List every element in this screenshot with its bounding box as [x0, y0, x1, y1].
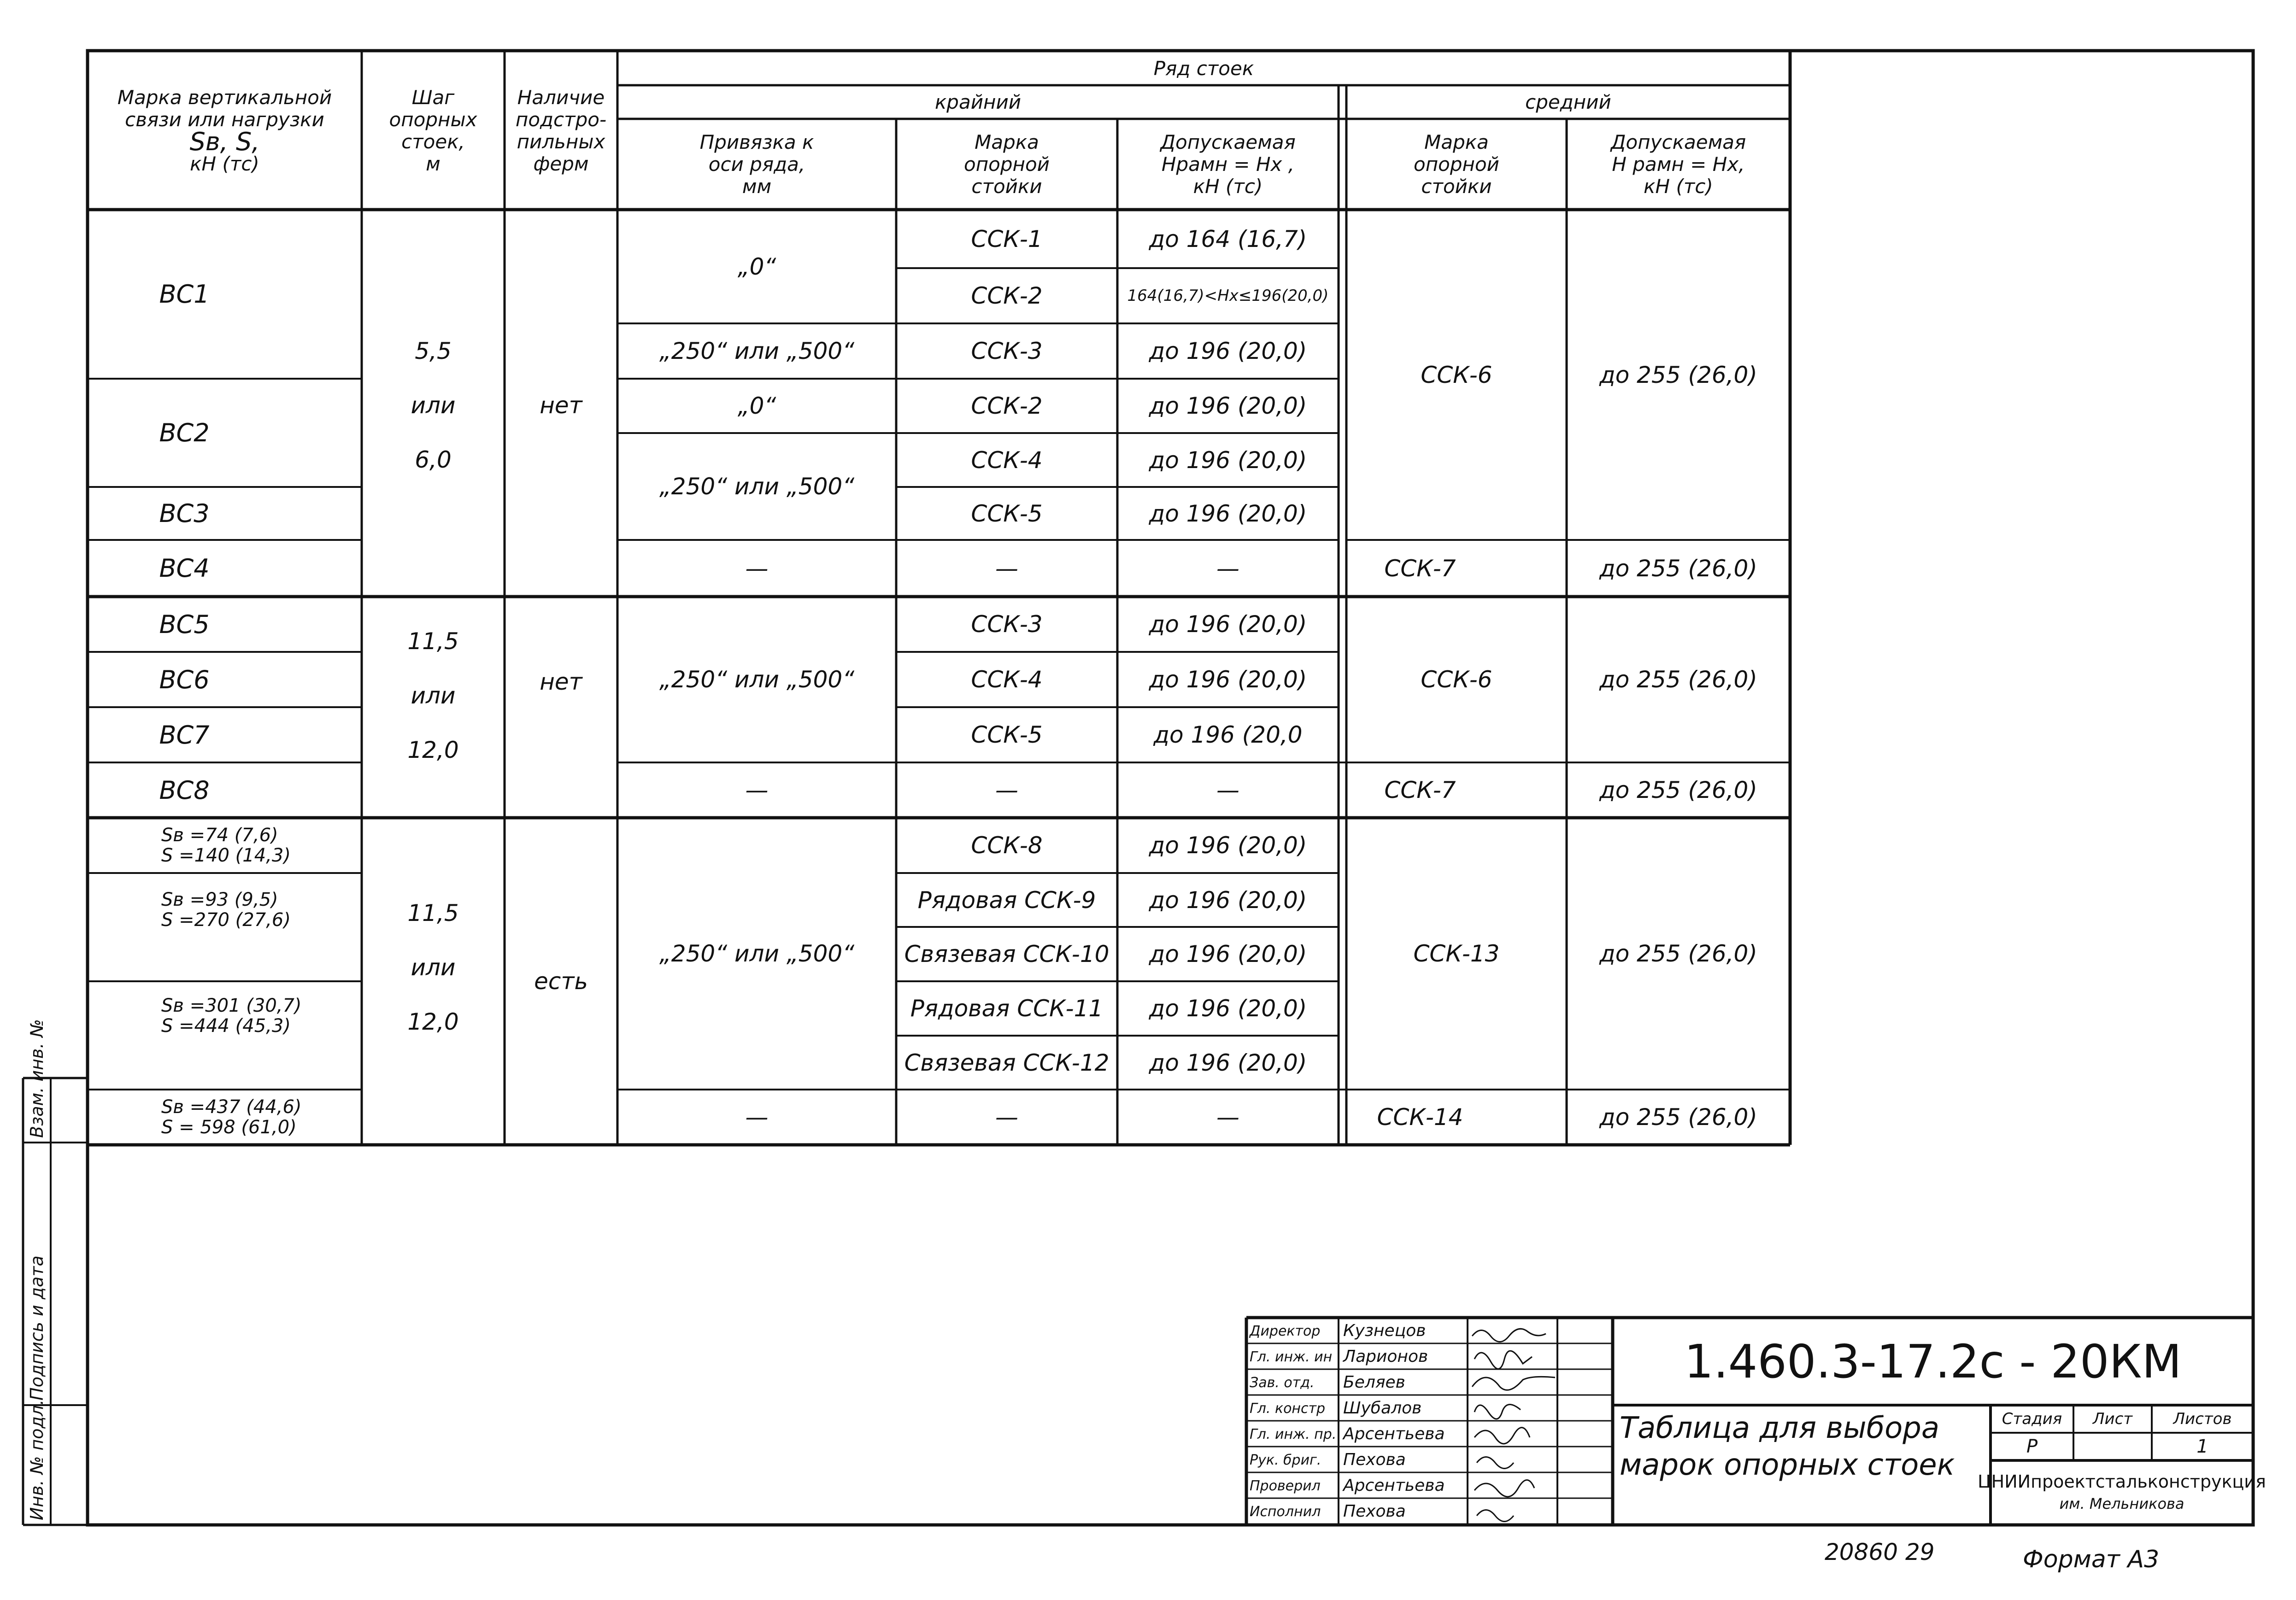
- g1-bind-4: „250“ или „500“: [659, 473, 855, 500]
- g2-mark-1: ВС5: [159, 610, 210, 639]
- g3-step-line: или: [411, 954, 456, 981]
- g1-mid-mark-2: ССК-7: [1384, 555, 1456, 582]
- g1-edge-mark-6: ССК-5: [971, 500, 1043, 527]
- g2-mid-mark-1: ССК-6: [1421, 666, 1492, 693]
- header-col-mark-line: связи или нагрузки: [125, 108, 324, 131]
- g3-step-line: 12,0: [407, 1008, 459, 1035]
- g1-mark-3: ВС3: [159, 499, 210, 528]
- g1-edge-mark-7: —: [995, 555, 1018, 582]
- g1-step-line: 6,0: [415, 446, 452, 473]
- header-edge-mark: [896, 119, 1117, 210]
- header-line: опорной: [1414, 152, 1499, 176]
- header-edge: крайний: [934, 90, 1022, 113]
- g1-edge-allow-6: до 196 (20,0): [1149, 500, 1307, 527]
- header-col-mark-line: кН (тс): [190, 152, 259, 175]
- g2-step-line: или: [411, 682, 456, 709]
- g3-edge-mark-6: —: [995, 1104, 1018, 1131]
- header-line: оси ряда,: [708, 152, 805, 176]
- header-line: Допускаемая: [1160, 130, 1296, 153]
- header-col-step: [362, 52, 505, 210]
- g1-edge-allow-1: до 164 (16,7): [1149, 225, 1307, 252]
- g1-edge-mark-4: ССК-2: [971, 393, 1043, 419]
- g1-bind-5: —: [745, 555, 769, 582]
- header-row-group: Ряд стоек: [1153, 57, 1254, 80]
- stage-label: Стадия: [2002, 1410, 2062, 1428]
- side-label-signature-date: Подпись и дата: [27, 1255, 47, 1401]
- stamp-name: Пехова: [1343, 1502, 1406, 1521]
- g3-edge-allow-4: до 196 (20,0): [1149, 995, 1307, 1022]
- header-col-mark-line: Марка вертикальной: [117, 86, 332, 109]
- g2-edge-allow-3: до 196 (20,0: [1153, 721, 1303, 748]
- g3-mid-mark-1: ССК-13: [1413, 940, 1500, 967]
- g3-bind-2: —: [745, 1104, 769, 1131]
- sheet-title: [1620, 1410, 1988, 1483]
- g3-mid-allow-2: до 255 (26,0): [1599, 1104, 1757, 1131]
- stamp-name: Беляев: [1343, 1373, 1405, 1392]
- header-line: стойки: [971, 175, 1042, 198]
- footer-format: Формат А3: [2023, 1546, 2160, 1573]
- stamp-role: Проверил: [1250, 1478, 1321, 1494]
- header-line: Марка: [975, 130, 1039, 153]
- g2-mark-3: ВС7: [159, 720, 210, 750]
- g3-mark-line: Sв =93 (9,5): [161, 889, 278, 910]
- header-col-step-line: стоек,: [401, 130, 465, 153]
- stamp-name: Арсентьева: [1343, 1424, 1445, 1443]
- header-line: Допускаемая: [1610, 130, 1746, 153]
- signatures: [1472, 1329, 1555, 1521]
- organization-name: ЦНИИпроектстальконструкция: [1978, 1471, 2266, 1492]
- g3-edge-allow-6: —: [1216, 1104, 1239, 1131]
- document-code: 1.460.3-17.2с - 20КМ: [1684, 1334, 2182, 1389]
- header-edge-bind: [617, 119, 896, 210]
- g2-mid-allow-1: до 255 (26,0): [1599, 666, 1757, 693]
- g2-step-line: 12,0: [407, 737, 459, 763]
- g1-mid-allow-1: до 255 (26,0): [1599, 361, 1757, 388]
- organization: [1978, 1460, 2266, 1525]
- g1-edge-allow-7: —: [1216, 555, 1239, 582]
- g1-edge-allow-4: до 196 (20,0): [1149, 393, 1307, 419]
- stamp-role: Рук. бриг.: [1250, 1452, 1321, 1468]
- header-col-truss: [505, 52, 617, 210]
- g3-edge-allow-1: до 196 (20,0): [1149, 832, 1307, 859]
- g2-bind-1: „250“ или „500“: [659, 666, 855, 693]
- g3-mark-line: S = 598 (61,0): [161, 1117, 297, 1138]
- g3-edge-mark-1: ССК-8: [971, 832, 1043, 859]
- header-col-truss-line: Наличие: [517, 86, 605, 109]
- g2-mid-allow-2: до 255 (26,0): [1599, 777, 1757, 803]
- g1-mark-2: ВС2: [159, 418, 210, 447]
- g3-edge-mark-5: Связевая ССК-12: [904, 1049, 1110, 1076]
- g2-mark-4: ВС8: [159, 775, 210, 805]
- stamp-role: Гл. инж. ин: [1250, 1349, 1333, 1365]
- header-col-truss-line: ферм: [533, 152, 589, 175]
- g1-bind-2: „250“ или „500“: [659, 338, 855, 364]
- stamp-name: Пехова: [1343, 1450, 1406, 1469]
- g1-edge-mark-5: ССК-4: [971, 446, 1043, 474]
- stamp-name: Кузнецов: [1343, 1321, 1426, 1340]
- g1-edge-mark-1: ССК-1: [971, 225, 1043, 252]
- g3-mark-line: Sв =301 (30,7): [161, 995, 302, 1016]
- header-col-mark-line: Sв, S,: [189, 127, 260, 156]
- organization-sub: им. Мельникова: [2059, 1495, 2184, 1512]
- header-col-mark: [88, 52, 362, 210]
- stamp-role: Директор: [1250, 1323, 1321, 1339]
- g1-step: [362, 323, 505, 487]
- header-line: Привязка к: [699, 130, 814, 153]
- header-col-truss-line: пильных: [517, 130, 605, 153]
- g3-edge-mark-2: Рядовая ССК-9: [917, 886, 1096, 914]
- g2-edge-allow-1: до 196 (20,0): [1149, 611, 1307, 638]
- g3-edge-allow-2: до 196 (20,0): [1149, 886, 1307, 914]
- g3-mark-line: S =444 (45,3): [161, 1015, 291, 1037]
- g3-mark-line: Sв =74 (7,6): [161, 825, 278, 846]
- header-line: кН (тс): [1644, 175, 1713, 198]
- header-line: H рамн = Hx,: [1612, 152, 1745, 176]
- stamp-role: Зав. отд.: [1250, 1375, 1315, 1391]
- header-line: Hрамн = Hx ,: [1161, 152, 1295, 176]
- header-mid-allow: [1567, 119, 1790, 210]
- g1-mid-mark-1: ССК-6: [1421, 361, 1492, 388]
- sheet-title-line: марок опорных стоек: [1620, 1448, 1955, 1482]
- g3-mark-line: S =140 (14,3): [161, 845, 291, 866]
- g1-bind-1: „0“: [737, 253, 776, 280]
- header-col-truss-line: подстро-: [515, 108, 607, 131]
- g2-edge-mark-2: ССК-4: [971, 666, 1043, 693]
- g3-bind-1: „250“ или „500“: [659, 940, 855, 967]
- g3-edge-allow-3: до 196 (20,0): [1149, 941, 1307, 967]
- g2-step: [362, 613, 505, 779]
- stamp-role: Гл. инж. пр.: [1250, 1426, 1337, 1442]
- g1-step-line: 5,5: [415, 337, 452, 364]
- g1-edge-allow-2: 164(16,7)<Hx≤196(20,0): [1127, 287, 1329, 305]
- stamp-name: Арсентьева: [1343, 1476, 1445, 1495]
- header-col-step-line: Шаг: [411, 86, 455, 109]
- sheet-title-line: Таблица для выбора: [1620, 1411, 1940, 1445]
- g1-edge-allow-5: до 196 (20,0): [1149, 446, 1307, 474]
- g3-edge-allow-5: до 196 (20,0): [1149, 1049, 1307, 1076]
- g2-step-line: 11,5: [407, 628, 459, 655]
- g1-edge-mark-3: ССК-3: [971, 338, 1043, 364]
- g3-mark-2: [88, 873, 291, 947]
- g3-step: [362, 885, 505, 1050]
- g2-bind-2: —: [745, 777, 769, 803]
- side-label-replace-inv: Взам. инв. №: [27, 1019, 47, 1138]
- g1-edge-mark-2: ССК-2: [971, 282, 1043, 309]
- header-line: мм: [742, 175, 772, 198]
- g3-mark-line: Sв =437 (44,6): [161, 1096, 302, 1118]
- g2-mark-2: ВС6: [159, 665, 210, 694]
- stamp-role: Исполнил: [1250, 1504, 1321, 1520]
- g3-mark-line: S =270 (27,6): [161, 909, 291, 931]
- g3-mid-mark-2: ССК-14: [1377, 1104, 1463, 1131]
- header-line: Марка: [1424, 130, 1489, 153]
- sheet-label: Лист: [2092, 1410, 2133, 1428]
- g3-edge-mark-4: Рядовая ССК-11: [910, 995, 1104, 1022]
- g2-edge-allow-4: —: [1216, 777, 1239, 803]
- g2-edge-mark-1: ССК-3: [971, 611, 1043, 638]
- g3-mark-1: [88, 818, 291, 873]
- g1-bind-3: „0“: [737, 393, 776, 419]
- header-line: кН (тс): [1193, 175, 1263, 198]
- g2-edge-allow-2: до 196 (20,0): [1149, 666, 1307, 693]
- g3-truss: есть: [534, 968, 588, 995]
- header-col-step-line: опорных: [389, 108, 477, 131]
- g1-step-line: или: [411, 392, 456, 419]
- sheets-value: 1: [2196, 1436, 2208, 1457]
- header-line: стойки: [1421, 175, 1492, 198]
- stamp-name: Ларионов: [1343, 1347, 1428, 1366]
- sheets-label: Листов: [2173, 1410, 2232, 1428]
- g3-mark-4: [88, 1090, 302, 1145]
- g1-edge-allow-3: до 196 (20,0): [1149, 338, 1307, 364]
- g3-mid-allow-1: до 255 (26,0): [1599, 940, 1757, 967]
- g1-mid-allow-2: до 255 (26,0): [1599, 555, 1757, 582]
- header-line: опорной: [964, 152, 1050, 176]
- g2-edge-mark-3: ССК-5: [971, 721, 1043, 748]
- g3-edge-mark-3: Связевая ССК-10: [904, 941, 1110, 967]
- header-middle: средний: [1525, 90, 1611, 113]
- g1-truss: нет: [540, 392, 582, 419]
- header-col-step-line: м: [426, 152, 440, 175]
- header-edge-allow: [1117, 119, 1339, 210]
- stamp-name: Шубалов: [1343, 1399, 1422, 1418]
- side-label-inv-original: Инв. № подл.: [27, 1399, 47, 1520]
- g2-edge-mark-4: —: [995, 777, 1018, 803]
- g1-mark-1: ВС1: [159, 280, 210, 309]
- stamp-role: Гл. констр: [1250, 1401, 1326, 1417]
- stage-value: Р: [2026, 1436, 2038, 1457]
- g3-mark-3: [88, 981, 302, 1050]
- header-mid-mark: [1346, 119, 1567, 210]
- g2-mid-mark-2: ССК-7: [1384, 777, 1456, 803]
- g3-step-line: 11,5: [407, 900, 459, 926]
- footer-number: 20860 29: [1825, 1539, 1935, 1565]
- g2-truss: нет: [540, 668, 582, 695]
- g1-mark-4: ВС4: [159, 554, 210, 583]
